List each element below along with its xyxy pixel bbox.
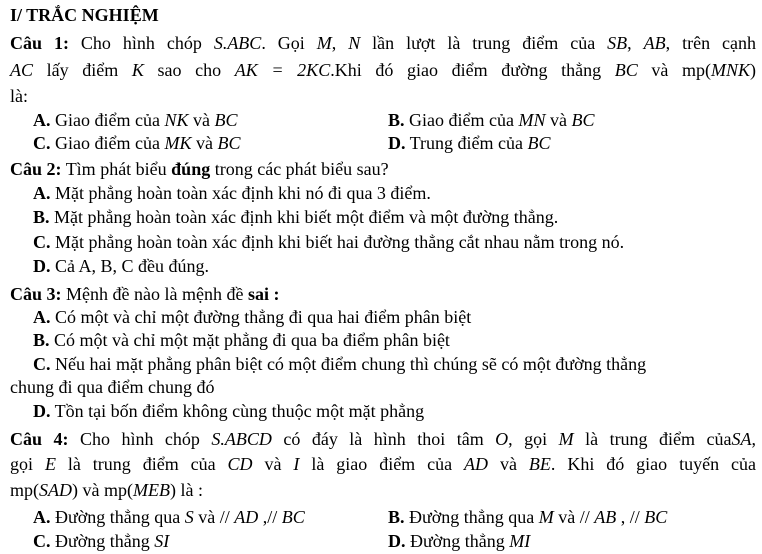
option-math: SI [154, 531, 170, 551]
option-math: BC [217, 133, 241, 153]
q4-text: gọi [10, 454, 45, 474]
option-math: BC [281, 507, 305, 527]
q2-option-d[interactable] [33, 254, 756, 278]
option-text: Nếu hai mặt phẳng phân biệt có một điểm chung thì chúng sẽ có một đường thẳng [50, 354, 647, 374]
option-key: D. [388, 133, 406, 153]
q4-text: Cho hình chóp [68, 429, 212, 449]
q1-text: là: [10, 86, 28, 106]
q4-text: là trung điểm của [573, 429, 732, 449]
section-title [10, 3, 756, 27]
option-key: B. [33, 207, 50, 227]
q4-text: là giao điểm của [299, 454, 465, 474]
option-key: A. [33, 110, 51, 130]
option-text: Đường thẳng [405, 531, 510, 551]
option-key: B. [388, 507, 405, 527]
q1-option-c[interactable] [33, 133, 240, 153]
option-key: C. [33, 531, 51, 551]
q1-text: Cho hình chóp [68, 33, 214, 53]
option-text: Mặt phẳng hoàn toàn xác định khi nó đi qua 3 điểm. [50, 183, 431, 203]
option-math: AB [594, 507, 617, 527]
option-key: A. [33, 183, 51, 203]
option-math: BC [644, 507, 668, 527]
q4-text: và [252, 454, 294, 474]
q3-option-a[interactable] [33, 305, 756, 329]
q2-label: Câu 2: [10, 159, 62, 179]
q1-math: N [348, 33, 361, 53]
q1-math: AC [10, 60, 34, 80]
q1-math: M [316, 33, 332, 53]
q1-text: , trên cạnh [665, 33, 757, 53]
q4-line-2 [10, 452, 756, 476]
q4-text: mp( [10, 480, 39, 500]
q1-text: sao cho [143, 60, 235, 80]
q4-math: CD [227, 454, 253, 474]
option-math: NK [164, 110, 189, 130]
q4-math: E [44, 454, 56, 474]
option-text: Giao điểm của [404, 110, 519, 130]
q4-option-b[interactable] [388, 505, 667, 529]
q1-math: AK = 2KC [234, 60, 331, 80]
q3-stem [10, 282, 756, 306]
option-text: ,// [258, 507, 282, 527]
q2-text: Tìm phát biểu [61, 159, 172, 179]
q3-text: Mệnh đề nào là mệnh đề [61, 284, 248, 304]
q4-math: M [558, 429, 574, 449]
q4-math: O [495, 429, 509, 449]
q4-math: I [293, 454, 300, 474]
option-text: và [188, 110, 215, 130]
option-key: C. [33, 354, 51, 374]
option-math: BC [571, 110, 595, 130]
q4-math: S.ABCD [211, 429, 272, 449]
option-math: MK [164, 133, 192, 153]
option-math: BC [527, 133, 551, 153]
q1-math: BC [614, 60, 638, 80]
q4-line-3 [10, 478, 756, 502]
option-key: A. [33, 307, 51, 327]
q1-math: S.ABC [213, 33, 262, 53]
q4-label: Câu 4: [10, 429, 69, 449]
q1-math: MNK [711, 60, 751, 80]
q1-option-b[interactable] [388, 108, 595, 132]
q1-text: , [331, 33, 349, 53]
option-text: , // [616, 507, 645, 527]
q3-option-c-continued [10, 375, 756, 399]
option-text: Đường thẳng qua [404, 507, 539, 527]
q2-stem [10, 157, 756, 181]
q3-option-c[interactable] [33, 352, 756, 376]
option-text: và [191, 133, 218, 153]
option-key: C. [33, 232, 51, 252]
option-text: Có một và chỉ một mặt phẳng đi qua ba điểm phân biệt [49, 330, 450, 350]
q4-options-row-2 [33, 529, 756, 553]
q4-math: SAD [39, 480, 72, 500]
q4-option-d[interactable] [388, 529, 530, 553]
option-math: MN [518, 110, 546, 130]
q1-text: lần lượt là trung điểm của [360, 33, 608, 53]
option-text: Mặt phẳng hoàn toàn xác định khi biết hai đường thẳng cắt nhau nằm trong nó. [50, 232, 625, 252]
q1-label: Câu 1: [10, 33, 69, 53]
q1-text: .Khi đó giao điểm đường thẳng [330, 60, 615, 80]
q3-emphasis: sai [247, 284, 269, 304]
q4-text: và [488, 454, 529, 474]
q1-text: . Gọi [261, 33, 317, 53]
q1-line-3 [10, 84, 756, 108]
section-title-text: I/ TRẮC NGHIỆM [10, 5, 159, 25]
option-math: MI [509, 531, 531, 551]
q3-option-b[interactable] [33, 328, 756, 352]
option-text: Trung điểm của [405, 133, 528, 153]
q4-option-a[interactable] [33, 507, 305, 527]
option-key: B. [33, 330, 50, 350]
option-text: Mặt phẳng hoàn toàn xác định khi biết một điểm và một đường thẳng. [49, 207, 559, 227]
option-math: BC [214, 110, 238, 130]
q2-option-b[interactable] [33, 205, 756, 229]
q1-text: và mp( [637, 60, 711, 80]
q4-text: có đáy là hình thoi tâm [271, 429, 496, 449]
option-text: Giao điểm của [50, 110, 165, 130]
q1-text: , [627, 33, 644, 53]
q3-label: Câu 3: [10, 284, 62, 304]
q2-option-a[interactable] [33, 181, 756, 205]
q2-option-c[interactable] [33, 230, 756, 254]
q4-math: BE [528, 454, 551, 474]
option-key: D. [33, 401, 51, 421]
q4-options-row-1 [33, 505, 756, 529]
q4-math: MEB [132, 480, 170, 500]
option-key: D. [33, 256, 51, 276]
q4-text: , gọi [508, 429, 559, 449]
option-text: và // [193, 507, 235, 527]
q3-option-d[interactable] [33, 399, 756, 423]
option-text: và [545, 110, 572, 130]
q4-option-c[interactable] [33, 531, 169, 551]
q1-math: AB [643, 33, 666, 53]
option-text: Giao điểm của [50, 133, 165, 153]
option-text: Cả A, B, C đều đúng. [50, 256, 210, 276]
q2-emphasis: đúng [171, 159, 211, 179]
option-text: Đường thẳng [50, 531, 155, 551]
option-key: A. [33, 507, 51, 527]
option-math: S [184, 507, 194, 527]
q1-math: SB [607, 33, 628, 53]
q1-options-row-1 [33, 108, 756, 132]
q3-text: : [268, 284, 280, 304]
q1-line-2 [10, 58, 756, 82]
option-key: C. [33, 133, 51, 153]
option-math: M [538, 507, 554, 527]
q1-option-d[interactable] [388, 131, 551, 155]
option-text: và // [553, 507, 595, 527]
option-text: Có một và chỉ một đường thẳng đi qua hai điểm phân biệt [50, 307, 472, 327]
q1-options-row-2 [33, 131, 756, 155]
q4-line-1 [10, 427, 756, 451]
q1-option-a[interactable] [33, 110, 238, 130]
q4-text: ) là : [169, 480, 203, 500]
option-text: Tồn tại bốn điểm không cùng thuộc một mặt phẳng [50, 401, 425, 421]
q4-math: SA [731, 429, 752, 449]
q1-math: K [131, 60, 144, 80]
q4-text: , [751, 429, 756, 449]
q4-text: là trung điểm của [55, 454, 228, 474]
option-math: AD [234, 507, 259, 527]
q1-text: ) [750, 60, 757, 80]
option-key: B. [388, 110, 405, 130]
option-text: Đường thẳng qua [50, 507, 185, 527]
q4-math: AD [464, 454, 489, 474]
q4-text: . Khi đó giao tuyến của [550, 454, 756, 474]
q1-line-1 [10, 31, 756, 55]
option-text: chung đi qua điểm chung đó [10, 377, 215, 397]
option-key: D. [388, 531, 406, 551]
q2-text: trong các phát biểu sau? [210, 159, 389, 179]
q1-text: lấy điểm [33, 60, 132, 80]
q4-text: ) và mp( [72, 480, 133, 500]
